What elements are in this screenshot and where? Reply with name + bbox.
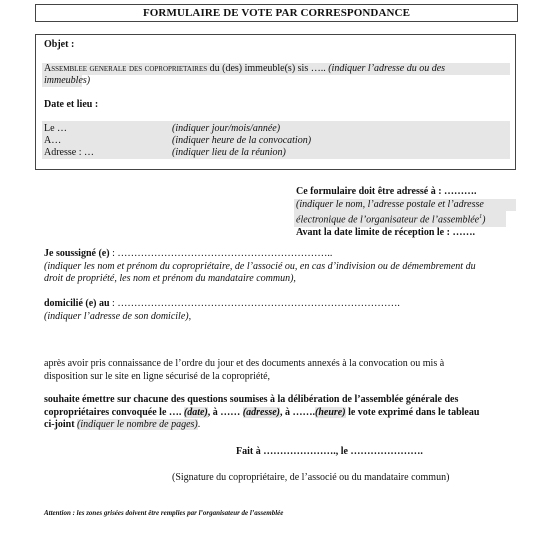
period: . [197,419,201,430]
objet-note-a: (indiquer l’adresse du ou des [328,63,446,74]
date-lieu-heading: Date et lieu : [44,99,99,110]
pages-field: (indiquer le nombre de pages) [77,419,198,430]
send-to-line-3-end: ) [482,214,486,226]
objet-line-1 [44,63,514,75]
domicile-dots: : …………………………………………………………………………. [109,298,400,309]
domicile-block [44,298,516,323]
sep-1: , à …… [207,406,243,418]
convocation-text: copropriétaires convoquée le …. [44,406,184,418]
fait-line: Fait à …………………., le …………………. [236,446,423,457]
objet-text: du (des) immeuble(s) sis ….. [207,63,329,74]
date-hint: (indiquer jour/mois/année) [172,123,281,134]
objet-note-b: immeubles) [44,75,91,86]
vote-table-text: le vote exprimé dans le tableau [345,406,480,418]
objet-heading: Objet : [44,39,75,50]
soussigne-label: Je soussigné (e) [44,248,110,259]
attention-note: Attention : les zones grisées doivent être remplies par l’organisateur de l’assemblée [44,509,284,517]
soussigne-hint-2: droit de propriété, les nom et prénom du mandataire commun), [44,273,296,284]
signature-note: (Signature du copropriétaire, de l’associé ou du mandataire commun) [172,472,450,483]
para-2-line-1: souhaite émettre sur chacune des questions soumises à la délibération de l’assemblée générale des [44,394,459,405]
heure-field: (heure) [315,406,346,418]
adresse-label: Adresse : … [44,147,94,158]
send-to-block [296,186,516,239]
adresse-hint: (indiquer lieu de la réunion) [172,147,286,158]
soussigne-hint-1: (indiquer les nom et prénom du copropriétaire, de l’associé ou, en cas d’indivision ou de démembrement du [44,260,476,272]
meeting-info-box [35,34,516,170]
send-to-line-3 [294,211,506,227]
para-2-line-3 [44,419,516,432]
date-label: Le … [44,123,68,134]
para-documents [44,358,516,383]
heure-hint: (indiquer heure de la convocation) [172,135,312,146]
soussigne-block [44,248,516,286]
form-title: FORMULAIRE DE VOTE PAR CORRESPONDANCE [35,4,518,22]
send-to-line-3-text: électronique de l’organisateur de l’assemblée [296,214,480,226]
ci-joint-text: ci-joint [44,419,78,430]
deadline-line: Avant la date limite de réception le : ……. [296,226,475,238]
send-to-line-1: Ce formulaire doit être adressé à : ………. [296,186,477,197]
domicile-hint: (indiquer l’adresse de son domicile), [44,310,192,322]
para-vote [44,394,516,432]
footnote-marker: 1 [479,214,483,220]
heure-label: A… [44,135,62,146]
send-to-line-2: (indiquer le nom, l’adresse postale et l’adresse [294,199,516,212]
adresse-field: (adresse) [242,406,280,418]
sep-2: , à ……. [280,406,315,418]
domicile-label: domicilié (e) au [44,298,110,309]
objet-prefix: Assemblee generale des coproprietaires [44,63,208,74]
soussigne-dots: : ……………………………………………………….. [109,248,333,259]
para-1-line-2: disposition sur le site en ligne sécurisé de la copropriété, [44,370,271,382]
para-2-line-2 [44,407,516,420]
date-field: (date) [183,406,208,418]
para-1-line-1: après avoir pris connaissance de l’ordre du jour et des documents annexés à la convocation ou mis à [44,358,445,369]
